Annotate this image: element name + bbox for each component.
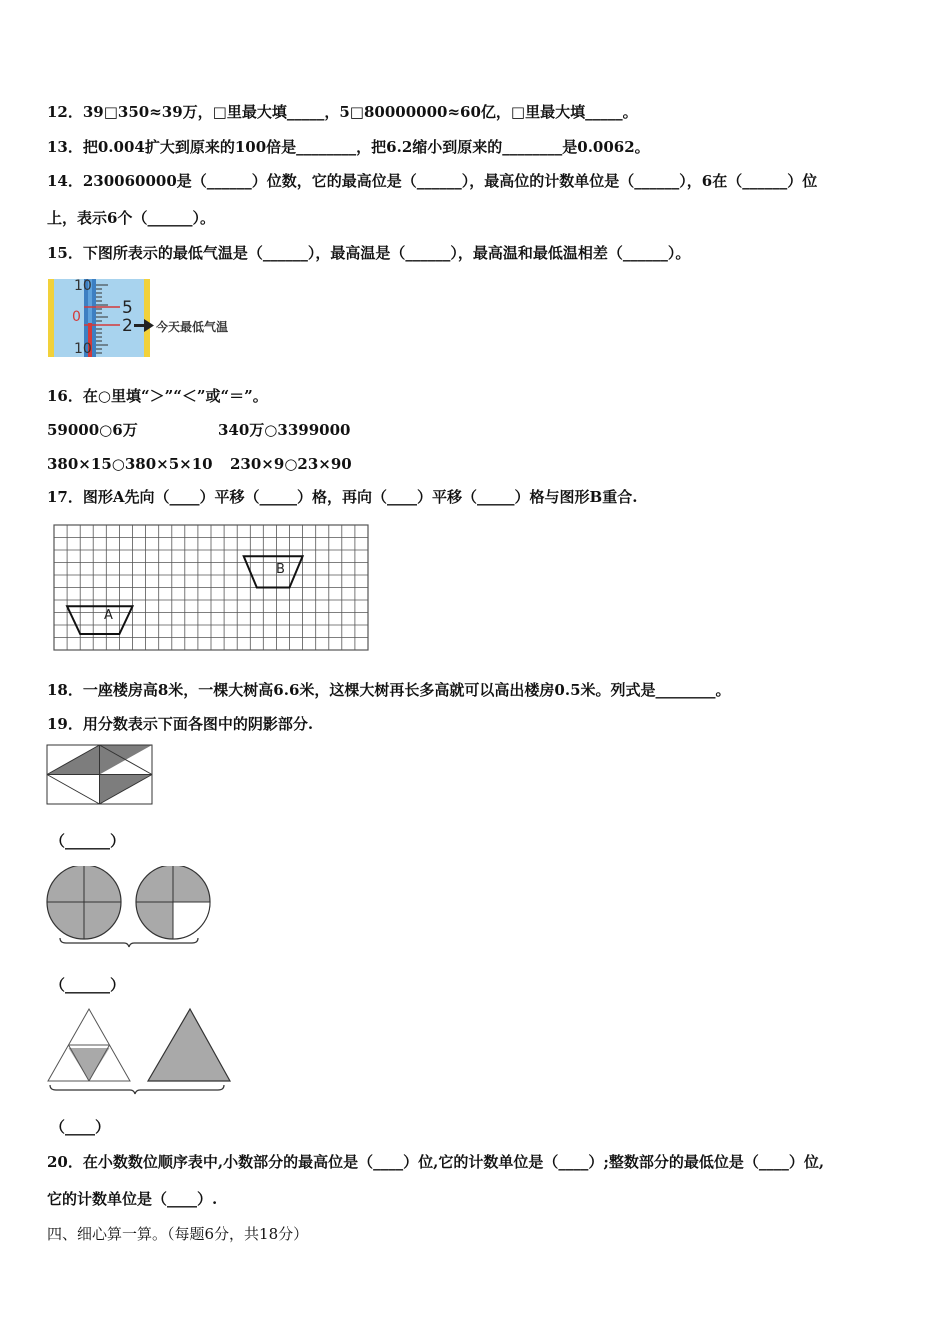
question-15: 15．下图所表示的最低气温是（______），最高温是（______），最高温和最低温相差（______）。 <box>47 244 691 262</box>
thermo-label-2: 2 <box>122 316 133 336</box>
question-17: 17．图形A先向（____）平移（_____）格，再向（____）平移（_____）格与图形B重合. <box>47 488 638 506</box>
shape-a-label: A <box>104 608 113 623</box>
thermo-label-10-top: 10 <box>74 278 92 294</box>
answer-blank-2[interactable]: （______） <box>50 976 126 994</box>
brace-icon <box>50 1085 224 1094</box>
thermo-caption: 今天最低气温 <box>156 320 229 334</box>
q16-item-2: 340万○3399000 <box>218 421 351 439</box>
grid-figure <box>53 524 369 652</box>
triangles-fraction-figure <box>45 1007 235 1099</box>
thermo-label-5: 5 <box>122 298 133 318</box>
q16-item-3: 380×15○380×5×10 <box>47 455 213 473</box>
question-12: 12．39□350≈39万，□里最大填_____，5□80000000≈60亿，□里最大填_____。 <box>47 103 638 121</box>
question-20-line1: 20．在小数数位顺序表中,小数部分的最高位是（____）位,它的计数单位是（____）;整数部分的最低位是（____）位, <box>47 1153 825 1171</box>
thermometer-figure <box>48 277 238 361</box>
thermo-label-10-bottom: 10 <box>74 341 92 357</box>
question-19: 19．用分数表示下面各图中的阴影部分. <box>47 715 314 733</box>
question-13: 13．把0.004扩大到原来的100倍是________，把6.2缩小到原来的________是0.0062。 <box>47 138 650 156</box>
shape-b <box>244 556 303 587</box>
circles-fraction-figure <box>44 866 214 950</box>
q16-item-4: 230×9○23×90 <box>230 455 352 473</box>
answer-blank-3[interactable]: （____） <box>50 1118 111 1136</box>
shape-b-label: B <box>276 562 285 577</box>
question-20-line2: 它的计数单位是（____）. <box>47 1190 218 1208</box>
section-4-heading: 四、细心算一算。（每题6分，共18分） <box>47 1225 309 1243</box>
question-16: 16．在○里填“＞”“＜”或“＝”。 <box>47 387 268 405</box>
answer-blank-1[interactable]: （______） <box>50 832 126 850</box>
rectangle-fraction-figure <box>46 744 156 806</box>
thermo-pointer <box>134 324 144 327</box>
question-14-line2: 上，表示6个（______）。 <box>47 209 215 227</box>
question-18: 18．一座楼房高8米，一棵大树高6.6米，这棵大树再长多高就可以高出楼房0.5米。列式是________。 <box>47 681 731 699</box>
shape-a <box>67 606 132 634</box>
question-14-line1: 14．230060000是（______）位数，它的最高位是（______），最高位的计数单位是（______），6在（______）位 <box>47 172 818 190</box>
thermo-label-0: 0 <box>72 309 81 325</box>
q16-item-1: 59000○6万 <box>47 421 138 439</box>
